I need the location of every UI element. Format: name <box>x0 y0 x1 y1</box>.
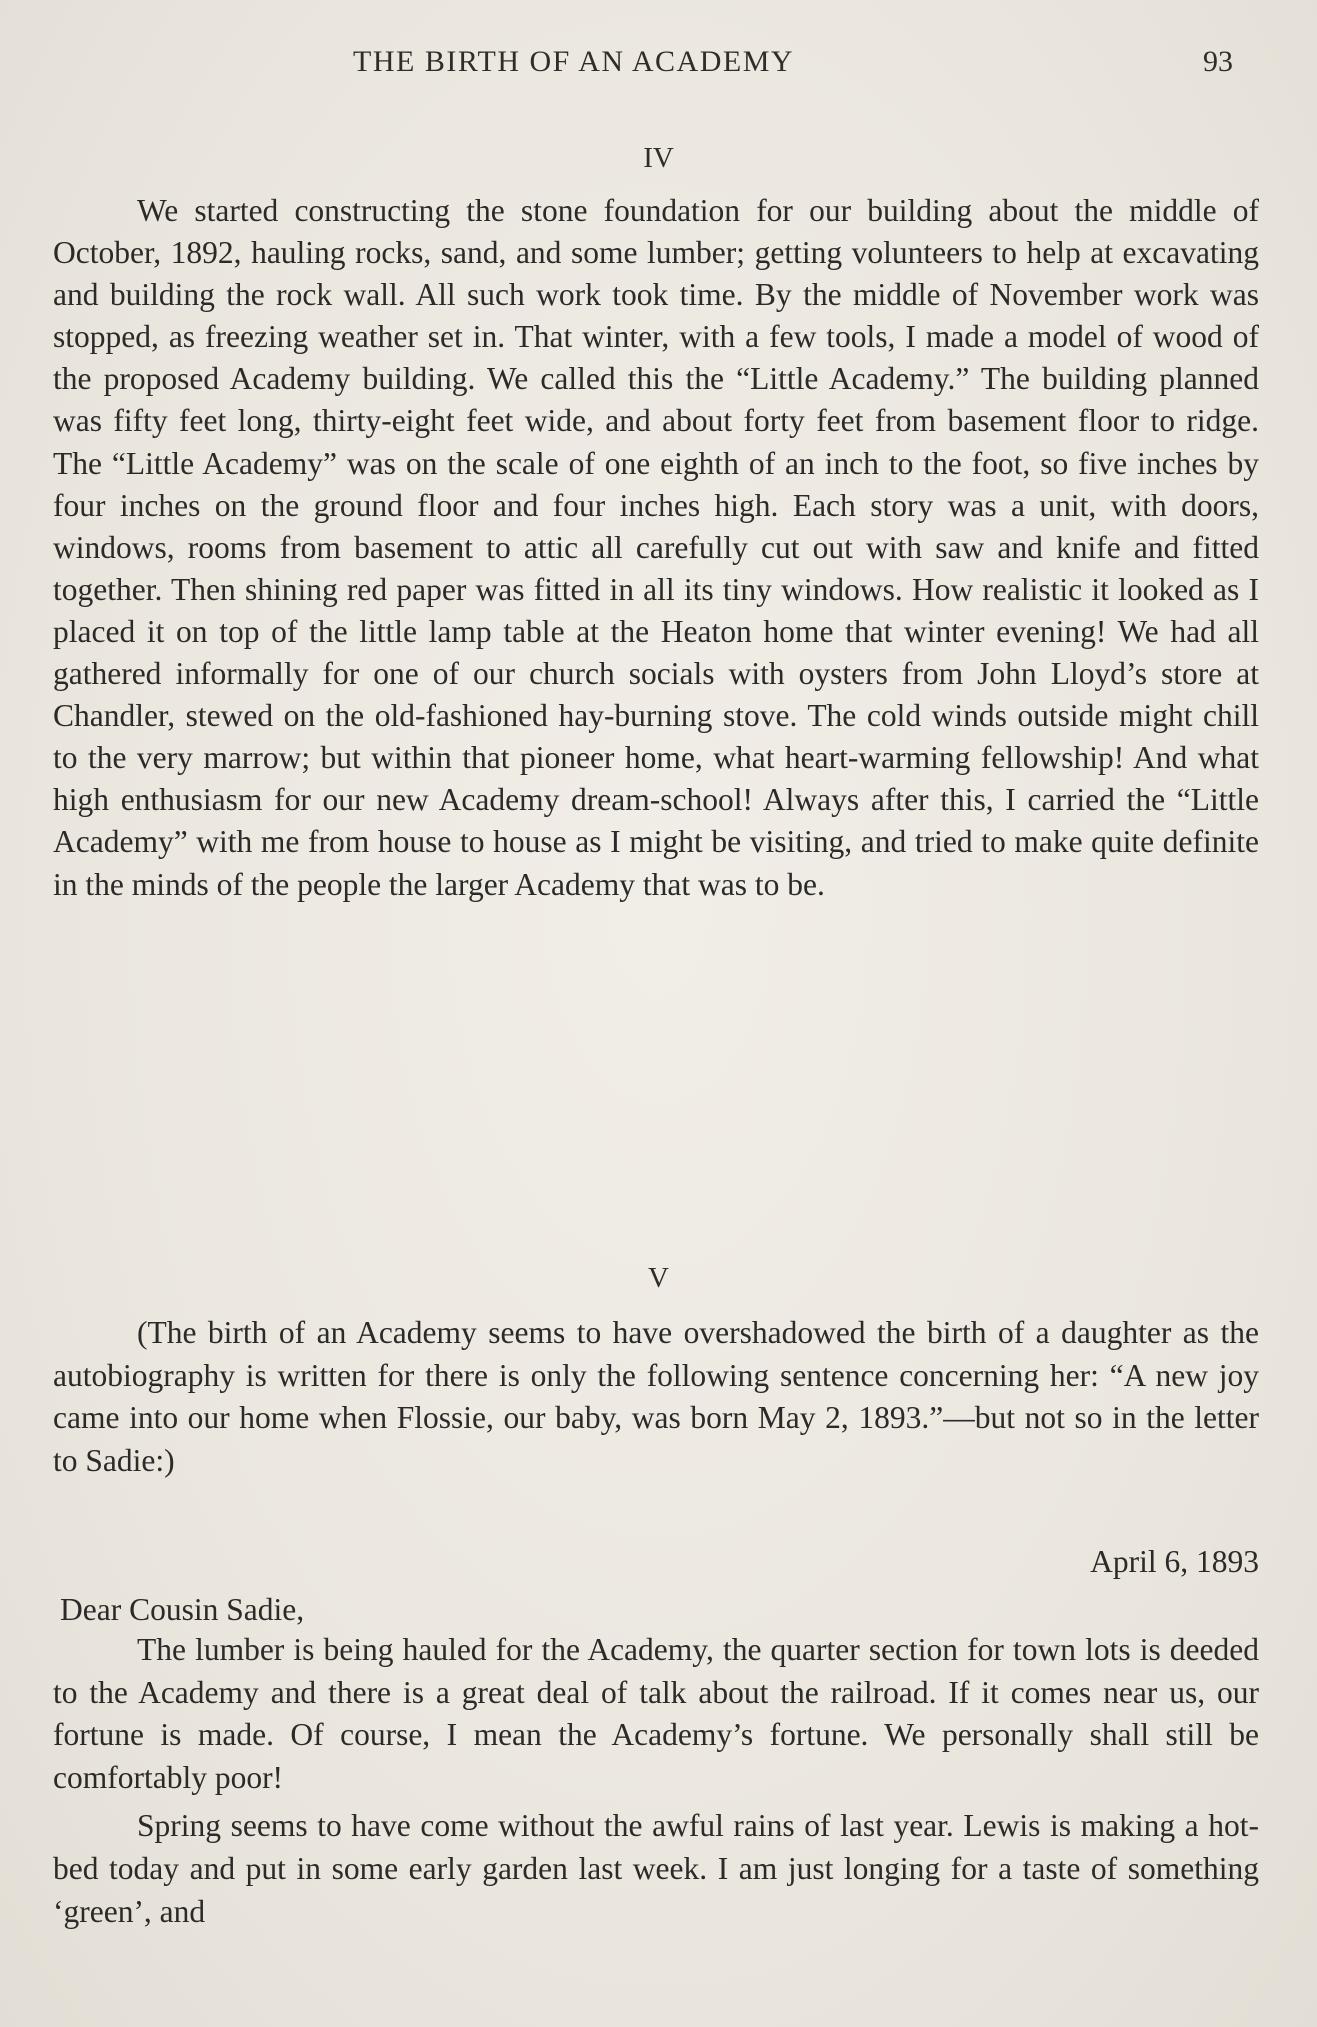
running-header <box>0 40 1317 84</box>
running-title: THE BIRTH OF AN ACADEMY <box>353 45 795 78</box>
paragraph: (The birth of an Academy seems to have overshadowed the birth of a daughter as the autobiography is written for there is only the following sentence concerning her: “A new joy came into our home when Flossie, our baby, was born May 2, 1893.”—but not so in the letter to Sadie:) <box>53 1315 1259 1478</box>
section-iv-body <box>53 190 1259 906</box>
section-heading-v: V <box>648 1262 669 1294</box>
paragraph: We started constructing the stone foundation for our building about the middle of October, 1892, hauling rocks, sand, and some lumber; getting volunteers to help at excavating and building the rock wall. All such work took time. By the middle of November work was stopped, as freezing weather set in. That winter, with a few tools, I made a model of wood of the proposed Academy building. We called this the “Little Academy.” The building planned was fifty feet long, thirty-eight feet wide, and about forty feet from basement floor to ridge. The “Little Academy” was on the scale of one eighth of an inch to the foot, so five inches by four inches on the ground floor and four inches high. Each story was a unit, with doors, windows, rooms from basement to attic all carefully cut out with saw and knife and fitted together. Then shining red paper was fitted in all its tiny windows. How realistic it looked as I placed it on top of the little lamp table at the Heaton home that winter evening! We had all gathered informally for one of our church socials with oysters from John Lloyd’s store at Chandler, stewed on the old-fashioned hay-burning stove. The cold winds outside might chill to the very marrow; but within that pioneer home, what heart-warming fellowship! And what high enthusiasm for our new Academy dream-school! Always after this, I carried the “Little Academy” with me from house to house as I might be visiting, and tried to make quite definite in the minds of the people the larger Academy that was to be. <box>53 193 1259 902</box>
letter-salutation: Dear Cousin Sadie, <box>60 1592 305 1627</box>
paragraph: Spring seems to have come without the awful rains of last year. Lewis is making a hot-bed today and put in some early garden last week. I am just longing for a taste of something ‘green’, and <box>53 1808 1259 1929</box>
section-heading-iv: IV <box>643 142 674 174</box>
letter-body <box>53 1629 1259 1933</box>
section-v-intro <box>53 1312 1259 1482</box>
letter-date: April 6, 1893 <box>1090 1544 1259 1579</box>
paragraph: The lumber is being hauled for the Academy, the quarter section for town lots is deeded to the Academy and there is a great deal of talk about the railroad. If it comes near us, our fortune is made. Of course, I mean the Academy’s fortune. We personally shall still be comfortably poor! <box>53 1632 1259 1795</box>
page-number: 93 <box>1203 45 1233 78</box>
